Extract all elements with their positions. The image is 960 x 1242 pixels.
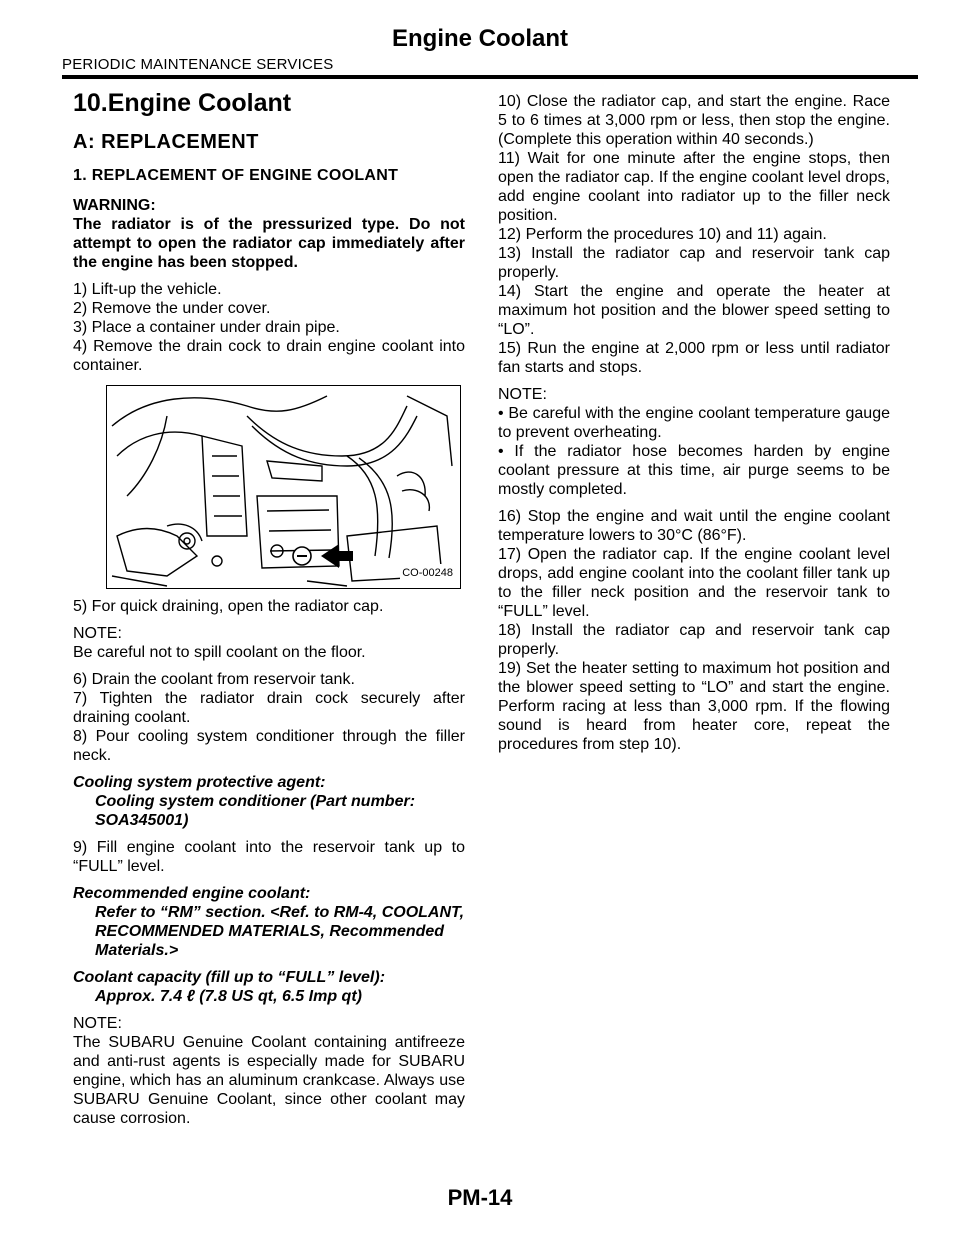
step-item: 4) Remove the drain cock to drain engine coolant into container. [73,338,465,374]
subsection-heading: A: REPLACEMENT [73,131,259,153]
step-item: 16) Stop the engine and wait until the engine coolant temperature lowers to 30°C (86°F). [498,508,890,544]
engine-bay-drawing [107,386,460,588]
page-header-title: Engine Coolant [392,25,568,52]
step-item: 8) Pour cooling system conditioner through the filler neck. [73,728,465,764]
section-name: PERIODIC MAINTENANCE SERVICES [62,56,334,73]
steps-16-19 [498,507,890,754]
spec-value: Refer to “RM” section. <Ref. to RM-4, COOLANT, RECOMMENDED MATERIALS, Recommended Materials.> [95,904,465,959]
warning-text: The radiator is of the pressurized type. Do not attempt to open the radiator cap immediately after the engine has been stopped. [73,216,465,271]
step-item: 10) Close the radiator cap, and start the engine. Race 5 to 6 times at 3,000 rpm or less, then stop the engine. (Complete this operation within 40 seconds.) [498,93,890,148]
warning-label: WARNING: [73,197,156,214]
note-text: Be careful not to spill coolant on the floor. [73,644,366,661]
left-column [73,88,465,1128]
spec-label: Coolant capacity (fill up to “FULL” level): [73,969,386,986]
step-item: 9) Fill engine coolant into the reservoir tank up to “FULL” level. [73,839,465,875]
step-item: 12) Perform the procedures 10) and 11) again. [498,226,827,243]
note-label: NOTE: [498,386,547,403]
spec-value: Cooling system conditioner (Part number: SOA345001) [95,793,416,829]
note-label: NOTE: [73,625,122,642]
spec-value: Approx. 7.4 ℓ (7.8 US qt, 6.5 Imp qt) [95,988,362,1005]
step-item: 5) For quick draining, open the radiator cap. [73,598,384,615]
right-column [498,92,890,754]
chapter-heading: 10.Engine Coolant [73,89,292,117]
note-bullet: • If the radiator hose becomes harden by engine coolant pressure at this time, air purge seems to be mostly completed. [498,443,890,498]
page-number: PM-14 [447,1185,513,1210]
step-item: 1) Lift-up the vehicle. [73,281,222,298]
drain-cock-illustration [106,385,461,589]
step-item: 3) Place a container under drain pipe. [73,319,340,336]
step-item: 13) Install the radiator cap and reservoir tank cap properly. [498,245,890,281]
step-item: 11) Wait for one minute after the engine stops, then open the radiator cap. If the engine coolant level drops, add engine coolant into radiator up to the filler neck position. [498,150,890,224]
procedure-heading: 1. REPLACEMENT OF ENGINE COOLANT [73,167,399,184]
step-item: 15) Run the engine at 2,000 rpm or less until radiator fan starts and stops. [498,340,890,376]
steps-1-4 [73,280,465,375]
spec-label: Cooling system protective agent: [73,774,326,791]
header-rule [62,75,918,79]
spec-label: Recommended engine coolant: [73,885,311,902]
note-label: NOTE: [73,1015,122,1032]
step-item: 7) Tighten the radiator drain cock securely after draining coolant. [73,690,465,726]
step-item: 19) Set the heater setting to maximum hot position and the blower speed setting to “LO” and start the engine. Perform racing at less than 3,000 rpm. If the flowing sound is heard from heater core, repeat the procedures from step 10). [498,660,890,753]
steps-6-8 [73,670,465,765]
step-item: 18) Install the radiator cap and reservoir tank cap properly. [498,622,890,658]
step-item: 17) Open the radiator cap. If the engine coolant level drops, add engine coolant into the coolant filler tank up to the filler neck position and the reservoir tank to “FULL” level. [498,546,890,620]
figure-code: CO-00248 [400,564,455,583]
step-item: 14) Start the engine and operate the heater at maximum hot position and the blower speed setting to “LO”. [498,283,890,338]
note-bullet: • Be careful with the engine coolant temperature gauge to prevent overheating. [498,405,890,441]
step-item: 6) Drain the coolant from reservoir tank. [73,671,355,688]
step-item: 2) Remove the under cover. [73,300,271,317]
note-text: The SUBARU Genuine Coolant containing antifreeze and anti-rust agents is especially made for SUBARU engine, which has an aluminum crankcase. Always use SUBARU Genuine Coolant, since other coolant may cause corrosion. [73,1034,465,1127]
